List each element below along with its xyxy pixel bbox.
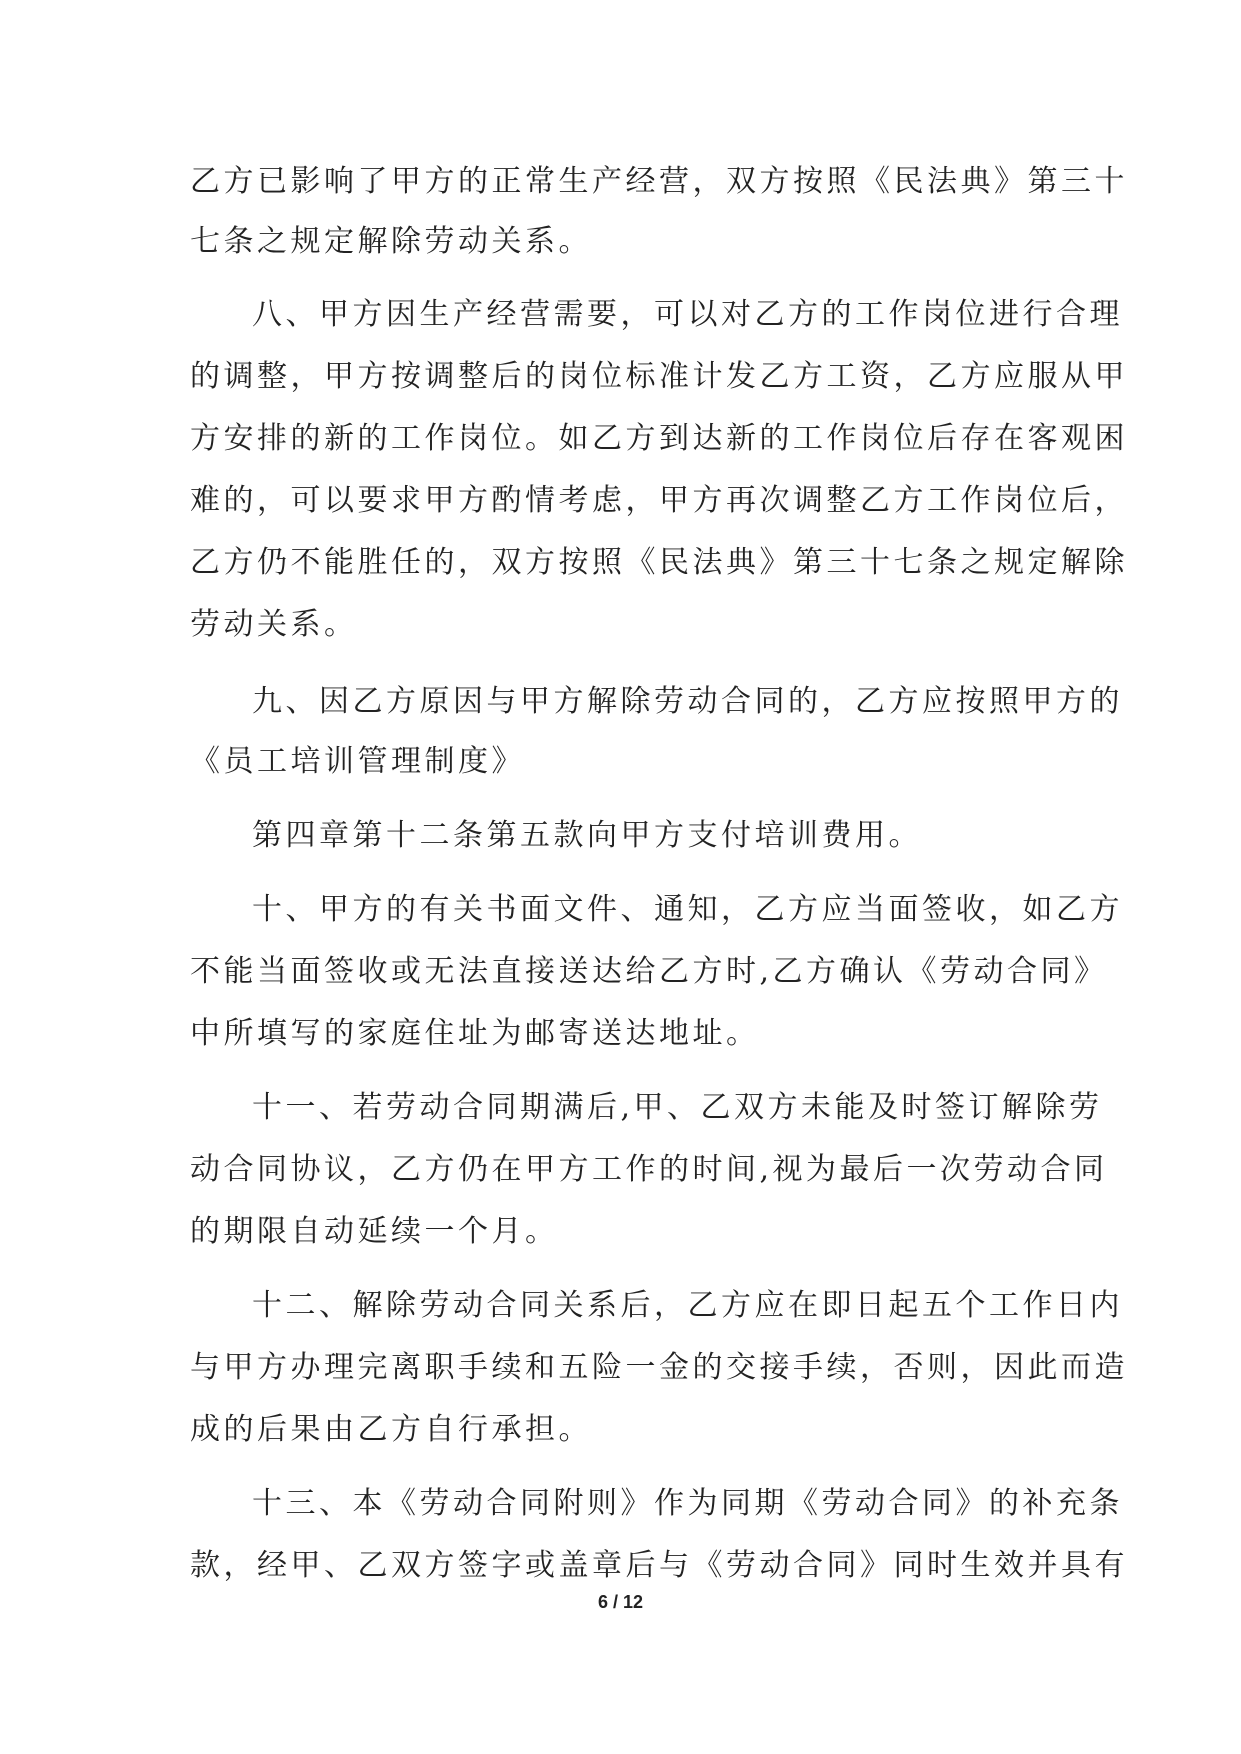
text-line: 方安排的新的工作岗位。如乙方到达新的工作岗位后存在客观困 bbox=[190, 421, 1128, 456]
text-line: 的调整，甲方按调整后的岗位标准计发乙方工资，乙方应服从甲 bbox=[190, 359, 1128, 394]
text-line: 不能当面签收或无法直接送达给乙方时,乙方确认《劳动合同》 bbox=[190, 954, 1108, 989]
text-line: 《员工培训管理制度》 bbox=[190, 744, 525, 779]
text-line: 的期限自动延续一个月。 bbox=[190, 1214, 559, 1249]
text-line: 八、甲方因生产经营需要，可以对乙方的工作岗位进行合理 bbox=[252, 297, 1123, 332]
text-line: 乙方仍不能胜任的，双方按照《民法典》第三十七条之规定解除 bbox=[190, 545, 1128, 580]
text-line: 十二、解除劳动合同关系后，乙方应在即日起五个工作日内 bbox=[252, 1288, 1123, 1323]
text-line: 难的，可以要求甲方酌情考虑，甲方再次调整乙方工作岗位后， bbox=[190, 483, 1128, 518]
text-line: 七条之规定解除劳动关系。 bbox=[190, 224, 592, 259]
text-line: 劳动关系。 bbox=[190, 607, 358, 642]
text-line: 中所填写的家庭住址为邮寄送达地址。 bbox=[190, 1016, 760, 1051]
text-line: 动合同协议，乙方仍在甲方工作的时间,视为最后一次劳动合同 bbox=[190, 1152, 1108, 1187]
text-line: 十、甲方的有关书面文件、通知，乙方应当面签收，如乙方 bbox=[252, 892, 1123, 927]
text-line: 九、因乙方原因与甲方解除劳动合同的，乙方应按照甲方的 bbox=[252, 684, 1123, 719]
text-line: 款，经甲、乙双方签字或盖章后与《劳动合同》同时生效并具有 bbox=[190, 1548, 1128, 1583]
page-number: 6 / 12 bbox=[597, 1592, 644, 1612]
text-line: 十三、本《劳动合同附则》作为同期《劳动合同》的补充条 bbox=[252, 1486, 1123, 1521]
text-line: 第四章第十二条第五款向甲方支付培训费用。 bbox=[252, 818, 922, 853]
text-line: 十一、若劳动合同期满后,甲、乙双方未能及时签订解除劳 bbox=[252, 1090, 1103, 1125]
text-line: 成的后果由乙方自行承担。 bbox=[190, 1412, 592, 1447]
text-line: 与甲方办理完离职手续和五险一金的交接手续，否则，因此而造 bbox=[190, 1350, 1128, 1385]
text-line: 乙方已影响了甲方的正常生产经营，双方按照《民法典》第三十 bbox=[190, 164, 1128, 199]
